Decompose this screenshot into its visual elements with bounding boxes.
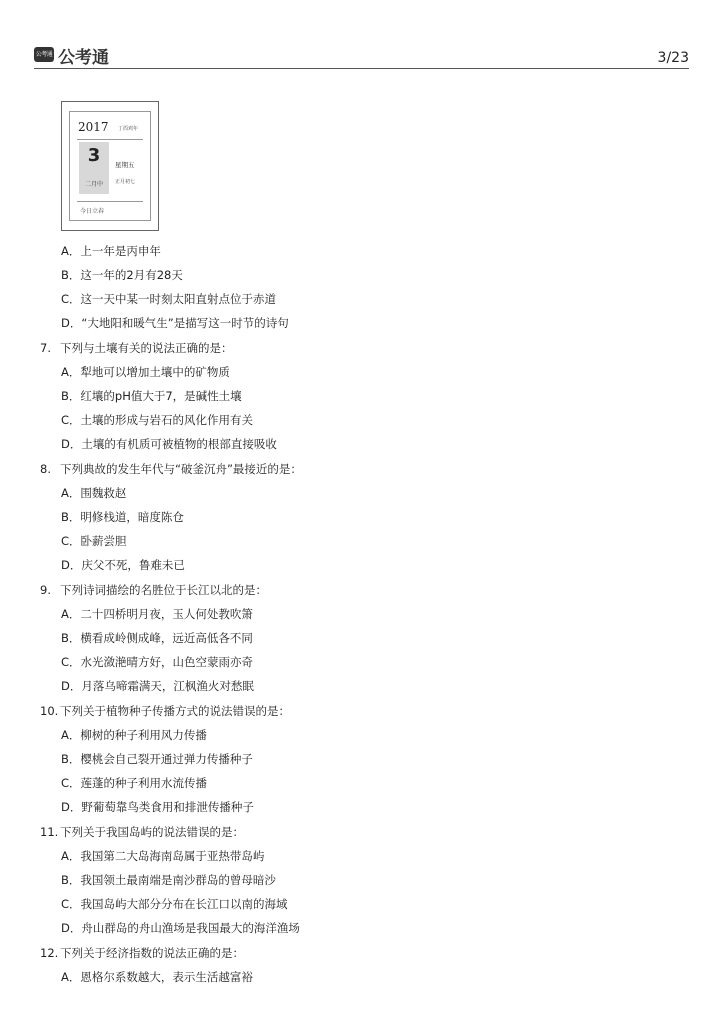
option-6d: D．“大地阳和暖气生”是描写这一时节的诗句 xyxy=(61,316,289,330)
option-10b: B．樱桃会自己裂开通过弹力传播种子 xyxy=(61,752,253,766)
calendar-year: 2017 xyxy=(78,120,109,134)
question-9 xyxy=(40,582,267,598)
calendar-solar-term: 今日立春 xyxy=(80,208,105,215)
question-stem: 下列关于经济指数的说法正确的是： xyxy=(60,946,244,960)
calendar-frame xyxy=(69,111,151,221)
logo-icon: 公考通 xyxy=(34,47,54,62)
option-12a: A．恩格尔系数越大，表示生活越富裕 xyxy=(61,970,253,984)
calendar-day-box xyxy=(79,142,109,194)
option-10d: D．野葡萄靠鸟类食用和排泄传播种子 xyxy=(61,800,254,814)
option-6a: A．上一年是丙申年 xyxy=(61,244,161,258)
option-8b: B．明修栈道，暗度陈仓 xyxy=(61,510,184,524)
option-8a: A．围魏救赵 xyxy=(61,486,127,500)
option-7b: B．红壤的pH值大于7，是碱性土壤 xyxy=(61,389,242,403)
question-number: 10. xyxy=(40,704,59,718)
option-11c: C．我国岛屿大部分分布在长江口以南的海域 xyxy=(61,897,288,911)
question-11 xyxy=(40,824,244,840)
question-number: 9. xyxy=(40,583,51,597)
question-8 xyxy=(40,461,302,477)
question-7 xyxy=(40,340,233,356)
option-11b: B．我国领土最南端是南沙群岛的曾母暗沙 xyxy=(61,873,276,887)
page-number: 3/23 xyxy=(657,50,689,66)
option-11d: D．舟山群岛的舟山渔场是我国最大的海洋渔场 xyxy=(61,921,300,935)
calendar-lunar-month: 二月中 xyxy=(84,181,103,188)
question-stem: 下列与土壤有关的说法正确的是： xyxy=(60,341,233,355)
question-stem: 下列典故的发生年代与“破釜沉舟”最接近的是： xyxy=(60,462,302,476)
option-10c: C．莲蓬的种子利用水流传播 xyxy=(61,776,208,790)
option-6c: C．这一天中某一时刻太阳直射点位于赤道 xyxy=(61,292,277,306)
question-number: 12. xyxy=(40,946,59,960)
question-12 xyxy=(40,945,244,961)
calendar-day: 3 xyxy=(87,145,101,166)
option-9a: A．二十四桥明月夜，玉人何处教吹箫 xyxy=(61,607,253,621)
option-8d: D．庆父不死，鲁难未已 xyxy=(61,558,185,572)
option-9b: B．横看成岭侧成峰，远近高低各不同 xyxy=(61,631,253,645)
question-number: 11. xyxy=(40,825,59,839)
page-header xyxy=(34,40,689,69)
calendar-image xyxy=(61,101,159,231)
option-10a: A．柳树的种子利用风力传播 xyxy=(61,728,207,742)
question-number: 8. xyxy=(40,462,51,476)
calendar-divider xyxy=(77,139,143,140)
question-number: 7. xyxy=(40,341,51,355)
calendar-divider xyxy=(77,201,143,202)
calendar-weekday: 星期五 xyxy=(115,161,135,169)
question-stem: 下列关于植物种子传播方式的说法错误的是： xyxy=(60,704,290,718)
option-7c: C．土壤的形成与岩石的风化作用有关 xyxy=(61,413,254,427)
option-9c: C．水光潋滟晴方好，山色空蒙雨亦奇 xyxy=(61,655,254,669)
option-9d: D．月落乌啼霜满天，江枫渔火对愁眠 xyxy=(61,679,254,693)
question-stem: 下列诗词描绘的名胜位于长江以北的是： xyxy=(60,583,267,597)
question-stem: 下列关于我国岛屿的说法错误的是： xyxy=(60,825,244,839)
option-7a: A．犁地可以增加土壤中的矿物质 xyxy=(61,365,230,379)
calendar-ganzhi: 丁酉鸡年 xyxy=(118,126,139,132)
logo-text: 公考通 xyxy=(58,48,109,68)
option-7d: D．土壤的有机质可被植物的根部直接吸收 xyxy=(61,437,277,451)
option-8c: C．卧薪尝胆 xyxy=(61,534,127,548)
option-6b: B．这一年的2月有28天 xyxy=(61,268,183,282)
question-10 xyxy=(40,703,290,719)
calendar-lunar-date: 正月初七 xyxy=(115,179,136,185)
option-11a: A．我国第二大岛海南岛属于亚热带岛屿 xyxy=(61,849,265,863)
